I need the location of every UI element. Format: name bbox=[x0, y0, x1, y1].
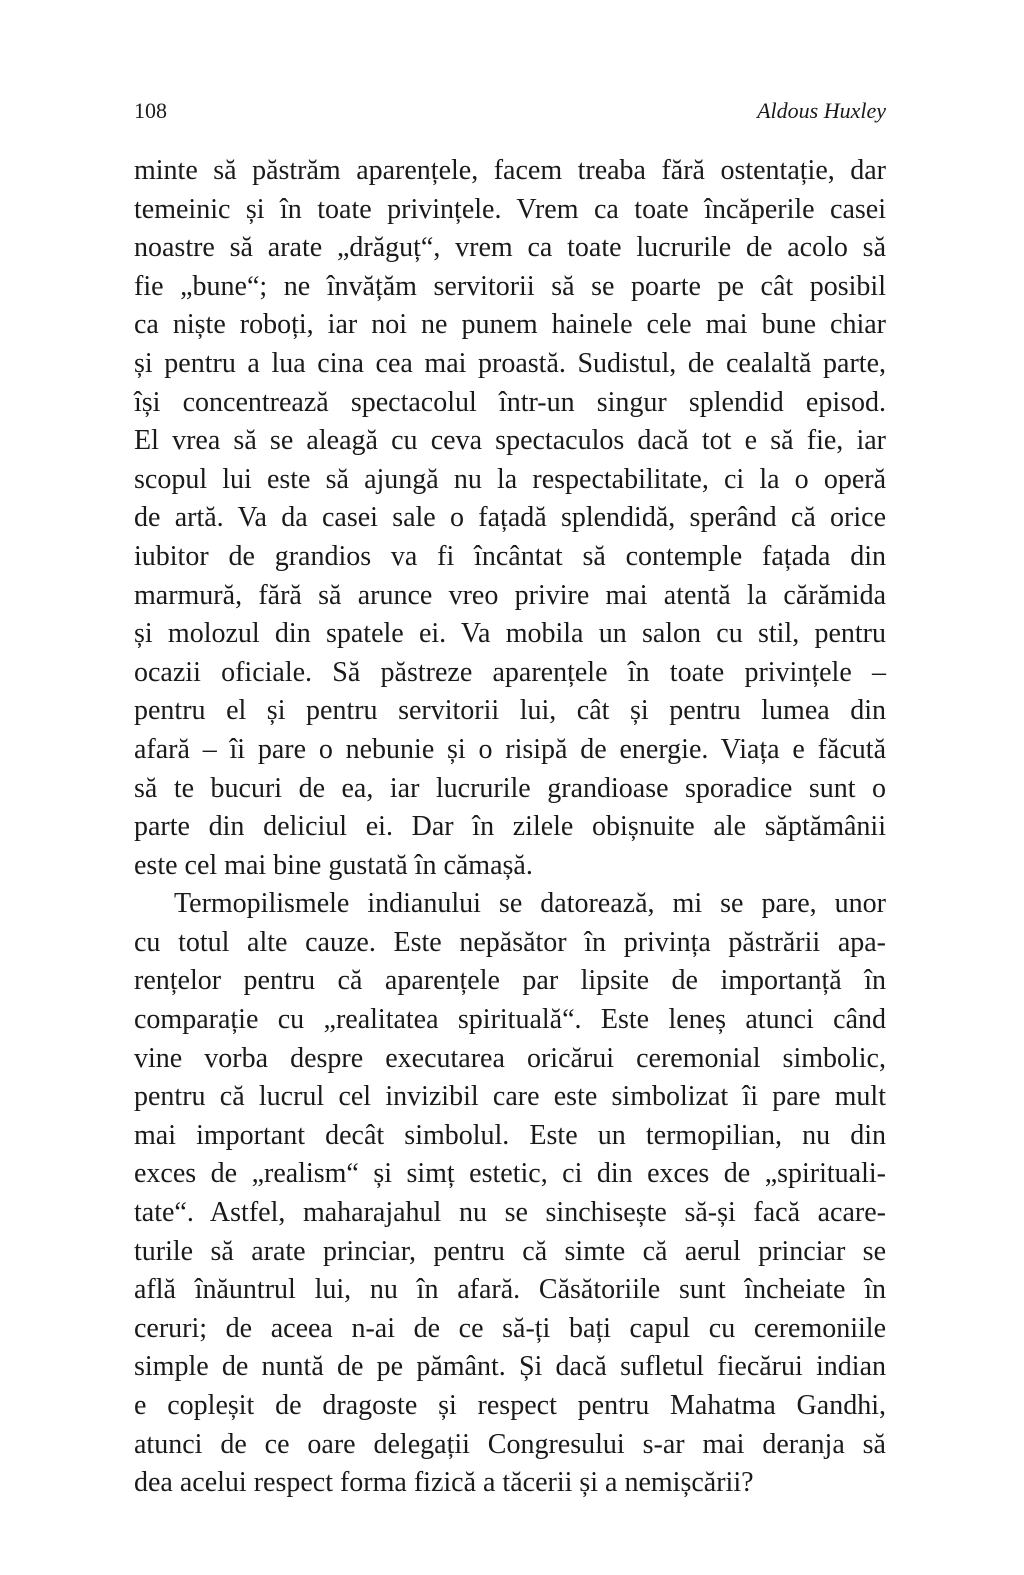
text-line: minte să păstrăm aparențele, facem treaba fără ostentație, dar bbox=[134, 155, 886, 186]
text-line: atunci de ce oare delegații Congresului s-ar mai deranja să bbox=[134, 1428, 886, 1460]
text-line: El vrea să se aleagă cu ceva spectaculos dacă tot e să fie, iar bbox=[134, 425, 886, 457]
text-line: noastre să arate „drăguț“, vrem ca toate lucrurile de acolo să bbox=[134, 232, 886, 264]
paragraph-1 bbox=[134, 152, 886, 885]
text-line: este cel mai bine gustată în cămașă. bbox=[134, 849, 533, 881]
text-line: scopul lui este să ajungă nu la respectabilitate, ci la o operă bbox=[134, 463, 886, 495]
text-line: afară – îi pare o nebunie și o risipă de energie. Viața e făcută bbox=[134, 733, 886, 765]
text-line: parte din deliciul ei. Dar în zilele obișnuite ale săptămânii bbox=[134, 811, 886, 843]
text-line: iubitor de grandios va fi încântat să contemple fațada din bbox=[134, 540, 886, 572]
text-line: turile să arate princiar, pentru că simte că aerul princiar se bbox=[134, 1235, 886, 1267]
text-line: să te bucuri de ea, iar lucrurile grandioase sporadice sunt o bbox=[134, 772, 886, 804]
text-line: ocazii oficiale. Să păstreze aparențele în toate privințele – bbox=[134, 656, 886, 688]
text-line: comparație cu „realitatea spirituală“. Este leneș atunci când bbox=[134, 1004, 886, 1036]
text-line: și molozul din spatele ei. Va mobila un salon cu stil, pentru bbox=[134, 618, 886, 650]
text-line: ceruri; de aceea n-ai de ce să-ți bați capul cu ceremoniile bbox=[134, 1312, 886, 1344]
text-line: marmură, fără să arunce vreo privire mai atentă la cărămida bbox=[134, 579, 886, 611]
text-line: mai important decât simbolul. Este un termopilian, nu din bbox=[134, 1119, 886, 1151]
text-line: își concentrează spectacolul într-un singur splendid episod. bbox=[134, 386, 886, 418]
text-line: pentru el și pentru servitorii lui, cât și pentru lumea din bbox=[134, 695, 886, 727]
text-line: simple de nuntă de pe pământ. Și dacă sufletul fiecărui indian bbox=[134, 1351, 886, 1383]
text-line: cu totul alte cauze. Este nepăsător în privința păstrării apa- bbox=[134, 926, 886, 958]
body-text bbox=[134, 152, 886, 1503]
book-author: Aldous Huxley bbox=[757, 98, 886, 123]
text-line: dea acelui respect forma fizică a tăcerii și a nemișcării? bbox=[134, 1467, 754, 1499]
text-line: Termopilismele indianului se datorează, mi se pare, unor bbox=[174, 888, 886, 920]
paragraph-2 bbox=[134, 885, 886, 1503]
text-line: de artă. Va da casei sale o fațadă splendidă, sperând că orice bbox=[134, 502, 886, 534]
running-head bbox=[134, 96, 886, 126]
text-line: tate“. Astfel, maharajahul nu se sinchisește să-și facă acare- bbox=[134, 1197, 886, 1229]
text-line: rențelor pentru că aparențele par lipsite de importanță în bbox=[134, 965, 886, 997]
text-line: exces de „realism“ și simț estetic, ci din exces de „spirituali- bbox=[134, 1158, 886, 1190]
text-line: fie „bune“; ne învățăm servitorii să se poarte pe cât posibil bbox=[134, 270, 886, 302]
text-line: și pentru a lua cina cea mai proastă. Sudistul, de cealaltă parte, bbox=[134, 347, 886, 379]
text-line: temeinic și în toate privințele. Vrem ca toate încăperile casei bbox=[134, 193, 886, 225]
text-line: vine vorba despre executarea oricărui ceremonial simbolic, bbox=[134, 1042, 886, 1074]
text-line: e copleșit de dragoste și respect pentru Mahatma Gandhi, bbox=[134, 1390, 886, 1421]
page-number: 108 bbox=[134, 98, 167, 123]
text-line: ca niște roboți, iar noi ne punem hainele cele mai bune chiar bbox=[134, 309, 886, 341]
text-line: află înăuntrul lui, nu în afară. Căsătoriile sunt încheiate în bbox=[134, 1274, 886, 1306]
text-line: pentru că lucrul cel invizibil care este simbolizat îi pare mult bbox=[134, 1081, 886, 1113]
